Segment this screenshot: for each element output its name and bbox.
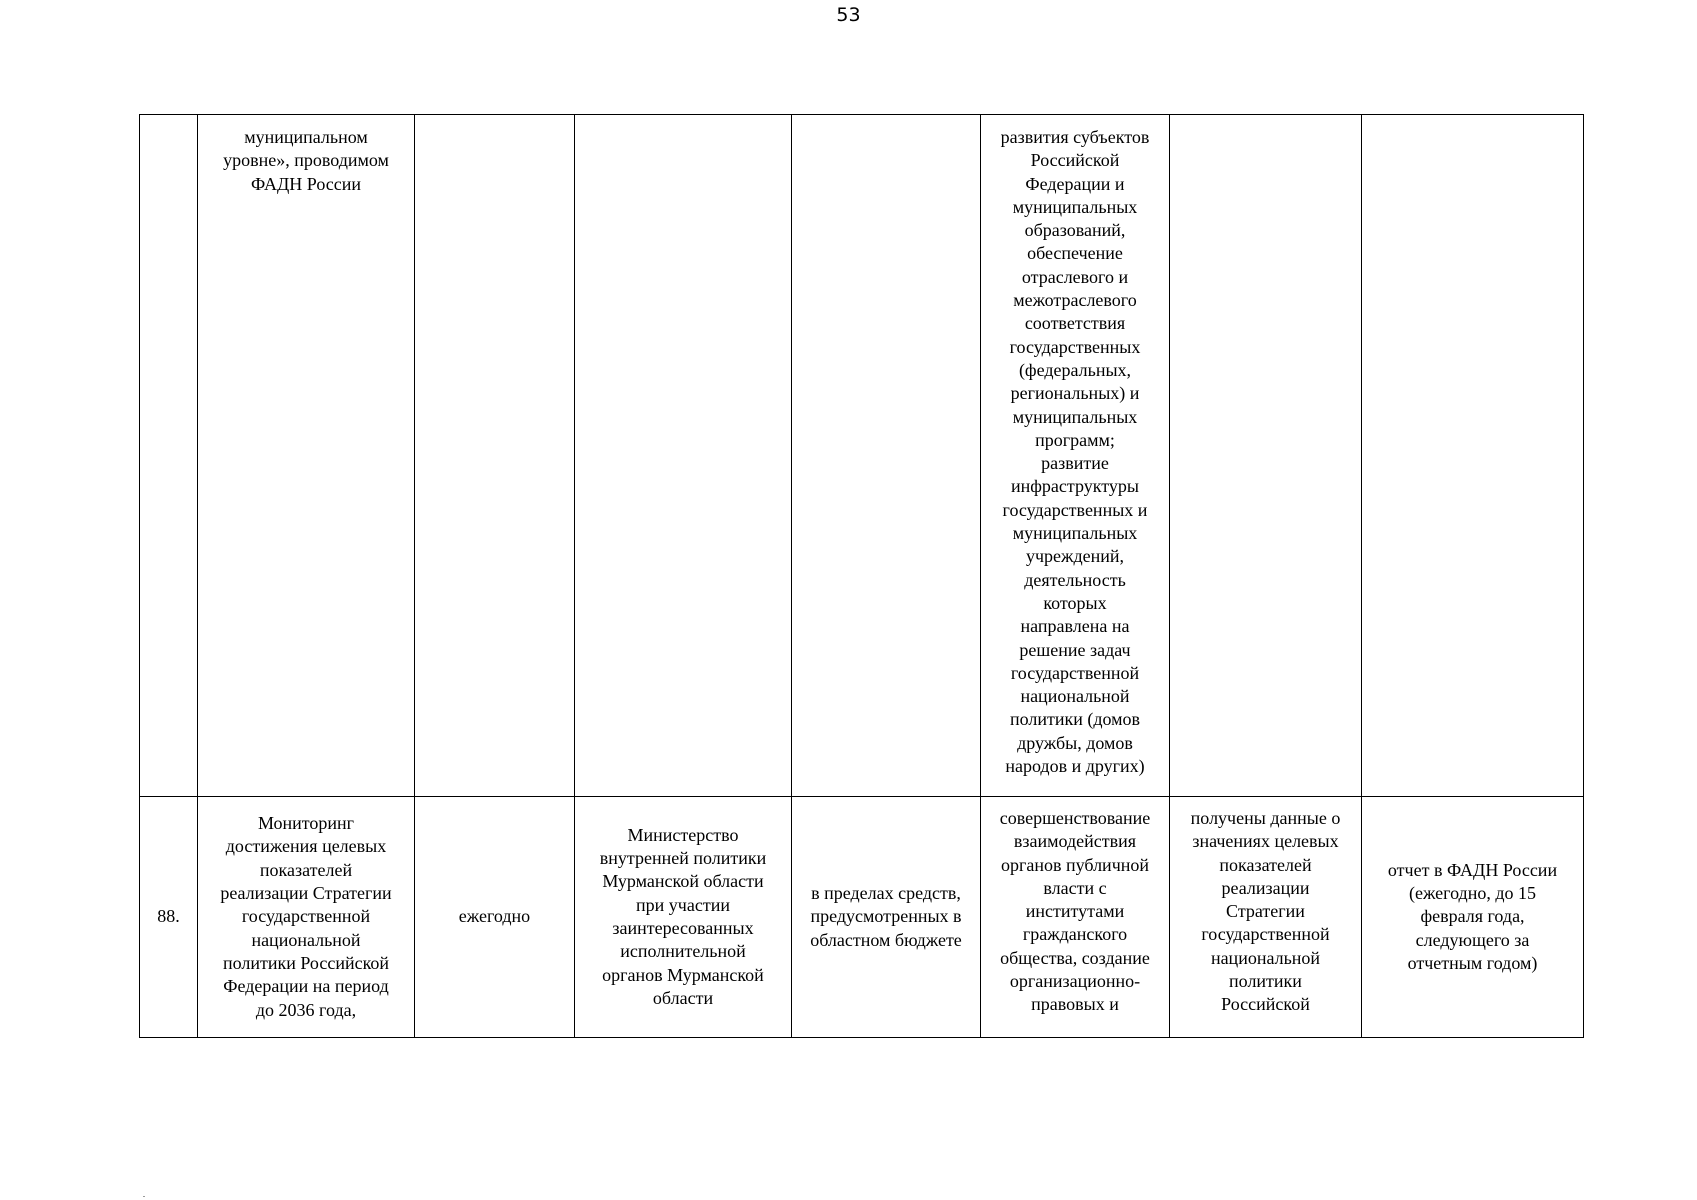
cell-tasks: развития субъектов Российской Федерации и муниципальных образований, обеспечение отраслевого и межотраслевого соответствия государственных (федеральных, региональных) и муниципальных программ; развитие инфраструктуры государственных и муниципальных учреждений, деятельность которых направлена на решение задач государственной национальной политики (домов дружбы, домов народов и других) bbox=[981, 115, 1170, 797]
cell-measure: Мониторинг достижения целевых показателей реализации Стратегии государственной национальной политики Российской Федерации на период до 2036 года, bbox=[198, 797, 415, 1038]
cell-funding: в пределах средств, предусмотренных в областном бюджете bbox=[792, 797, 981, 1038]
table-row bbox=[140, 797, 1584, 1038]
measures-table bbox=[139, 114, 1584, 1038]
cell-report: отчет в ФАДН России (ежегодно, до 15 февраля года, следующего за отчетным годом) bbox=[1362, 797, 1584, 1038]
cell-executor bbox=[575, 115, 792, 797]
cell-tasks: совершенствование взаимодействия органов публичной власти с институтами гражданского общества, создание организационно- правовых и bbox=[981, 797, 1170, 1038]
cell-funding bbox=[792, 115, 981, 797]
cell-report bbox=[1362, 115, 1584, 797]
cell-deadline bbox=[415, 115, 575, 797]
cell-number bbox=[140, 115, 198, 797]
page-number: 53 bbox=[836, 4, 861, 26]
cell-result: получены данные о значениях целевых показателей реализации Стратегии государственной национальной политики Российской bbox=[1170, 797, 1362, 1038]
cell-measure: муниципальном уровне», проводимом ФАДН России bbox=[198, 115, 415, 797]
cell-deadline: ежегодно bbox=[415, 797, 575, 1038]
table-row bbox=[140, 115, 1584, 797]
cell-executor: Министерство внутренней политики Мурманской области при участии заинтересованных исполнительной органов Мурманской области bbox=[575, 797, 792, 1038]
scan-artifact bbox=[143, 1196, 145, 1197]
cell-number: 88. bbox=[140, 797, 198, 1038]
cell-result bbox=[1170, 115, 1362, 797]
